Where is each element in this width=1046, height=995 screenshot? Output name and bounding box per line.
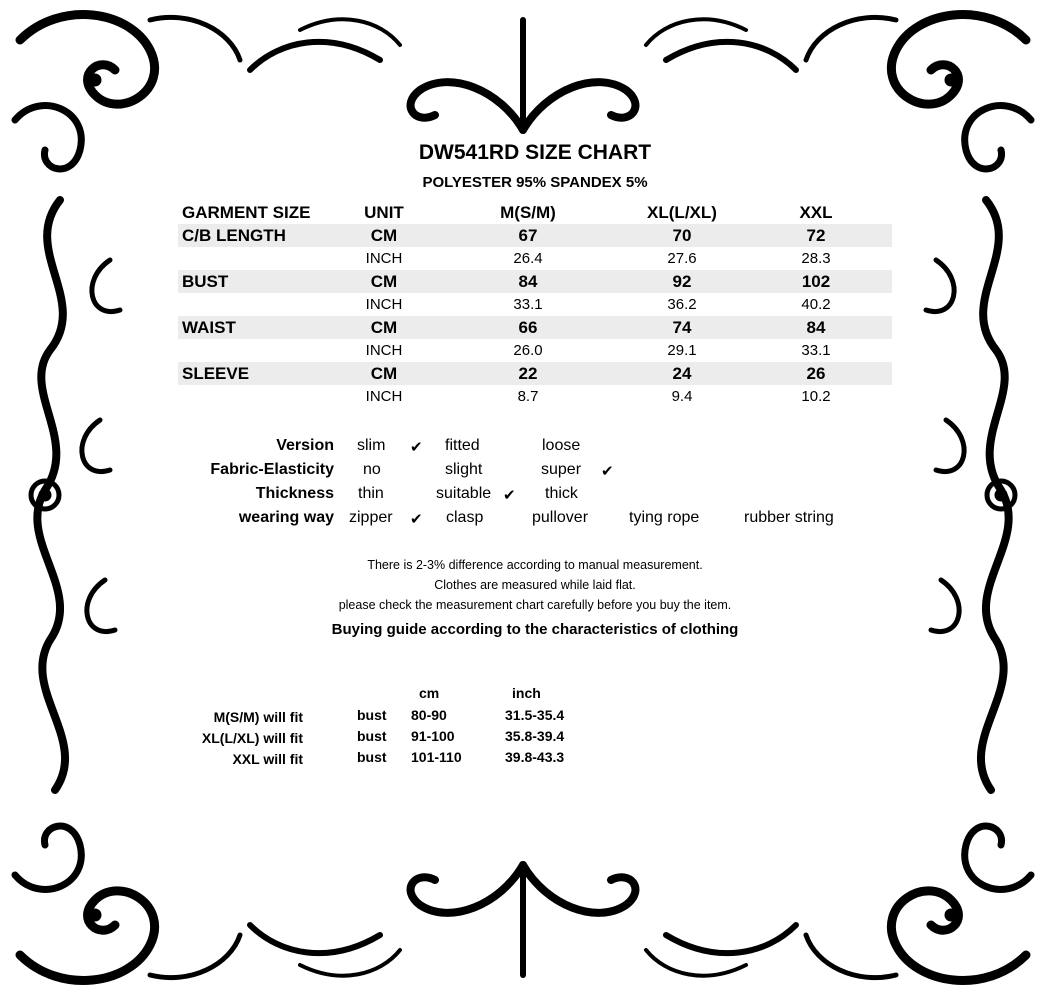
attr-label-wearing-way: wearing way [238,509,334,526]
value-cell: 22 [518,364,538,383]
guide-col-inch: inch [512,685,541,701]
value-cell: 102 [801,272,831,291]
top-center-ornament [250,19,796,130]
header-garment-size: GARMENT SIZE [182,203,311,222]
value-cell: 33.1 [513,296,543,313]
header-size-xl: XL(L/XL) [647,203,717,222]
guide-cm-range: 101-110 [411,749,462,765]
value-cell: 70 [672,226,692,245]
guide-part: bust [357,707,387,723]
note-check-chart: please check the measurement chart carefully before you buy the item. [338,598,732,612]
row-label-waist: WAIST [182,318,236,337]
left-side-ornament [31,200,120,790]
value-cell: 29.1 [667,342,697,359]
buying-guide-title: Buying guide according to the characteristics of clothing [331,621,739,638]
value-cell: 84 [518,272,538,291]
guide-part: bust [357,728,387,744]
value-cell: 26.0 [513,342,543,359]
value-cell: 24 [672,364,692,383]
value-cell: 26.4 [513,250,543,267]
unit-inch: INCH [365,250,403,267]
unit-cm: CM [370,272,398,291]
guide-inch-range: 39.8-43.3 [505,749,565,765]
value-cell: 92 [672,272,692,291]
option-super: super [541,461,582,478]
option-rubber-string: rubber string [744,509,834,526]
guide-part: bust [357,749,387,765]
check-mark-icon: ✔ [410,511,423,528]
guide-cm-range: 91-100 [411,728,455,744]
row-label-bust: BUST [182,272,229,291]
unit-cm: CM [370,226,398,245]
guide-label-xl: XL(L/XL) will fit [201,730,303,746]
value-cell: 66 [518,318,538,337]
check-mark-icon: ✔ [503,487,516,504]
row-label-cb-length: C/B LENGTH [182,226,286,245]
value-cell: 26 [806,364,826,383]
unit-cm: CM [370,364,398,383]
option-zipper: zipper [349,509,393,526]
guide-label-m: M(S/M) will fit [213,709,303,725]
unit-inch: INCH [365,388,403,405]
option-slight: slight [445,461,483,478]
check-mark-icon: ✔ [410,439,423,456]
attr-label-version: Version [276,437,334,454]
header-size-xxl: XXL [799,203,833,222]
option-suitable: suitable [436,485,492,502]
guide-col-cm: cm [419,685,440,701]
attr-label-fabric-elasticity: Fabric-Elasticity [210,461,334,478]
value-cell: 67 [518,226,538,245]
check-mark-icon: ✔ [601,463,614,480]
bottom-center-ornament [250,865,796,976]
header-size-m: M(S/M) [500,203,556,222]
chart-title: DW541RD SIZE CHART [418,141,652,164]
attr-label-thickness: Thickness [255,485,334,502]
value-cell: 40.2 [801,296,831,313]
note-measurement-difference: There is 2-3% difference according to manual measurement. [367,558,703,572]
option-no: no [363,461,381,478]
guide-inch-range: 35.8-39.4 [505,728,565,744]
unit-cm: CM [370,318,398,337]
header-unit: UNIT [364,203,404,222]
value-cell: 33.1 [801,342,831,359]
value-cell: 36.2 [667,296,697,313]
value-cell: 84 [806,318,826,337]
fabric-composition: POLYESTER 95% SPANDEX 5% [422,174,648,191]
guide-inch-range: 31.5-35.4 [505,707,565,723]
note-laid-flat: Clothes are measured while laid flat. [434,578,636,592]
unit-inch: INCH [365,342,403,359]
option-tying-rope: tying rope [629,509,700,526]
guide-cm-range: 80-90 [411,707,447,723]
option-slim: slim [357,437,386,454]
option-thick: thick [545,485,578,502]
corner-swirl-bottom-left [15,826,240,980]
corner-swirl-bottom-right [806,826,1031,980]
unit-inch: INCH [365,296,403,313]
value-cell: 8.7 [517,388,539,405]
option-fitted: fitted [445,437,480,454]
right-side-ornament [926,200,1015,790]
option-thin: thin [358,485,384,502]
value-cell: 10.2 [801,388,831,405]
value-cell: 9.4 [671,388,693,405]
option-loose: loose [542,437,581,454]
option-clasp: clasp [446,509,484,526]
value-cell: 72 [806,226,826,245]
value-cell: 27.6 [667,250,697,267]
guide-label-xxl: XXL will fit [232,751,303,767]
option-pullover: pullover [532,509,589,526]
value-cell: 28.3 [801,250,831,267]
row-label-sleeve: SLEEVE [182,364,250,383]
value-cell: 74 [672,318,692,337]
